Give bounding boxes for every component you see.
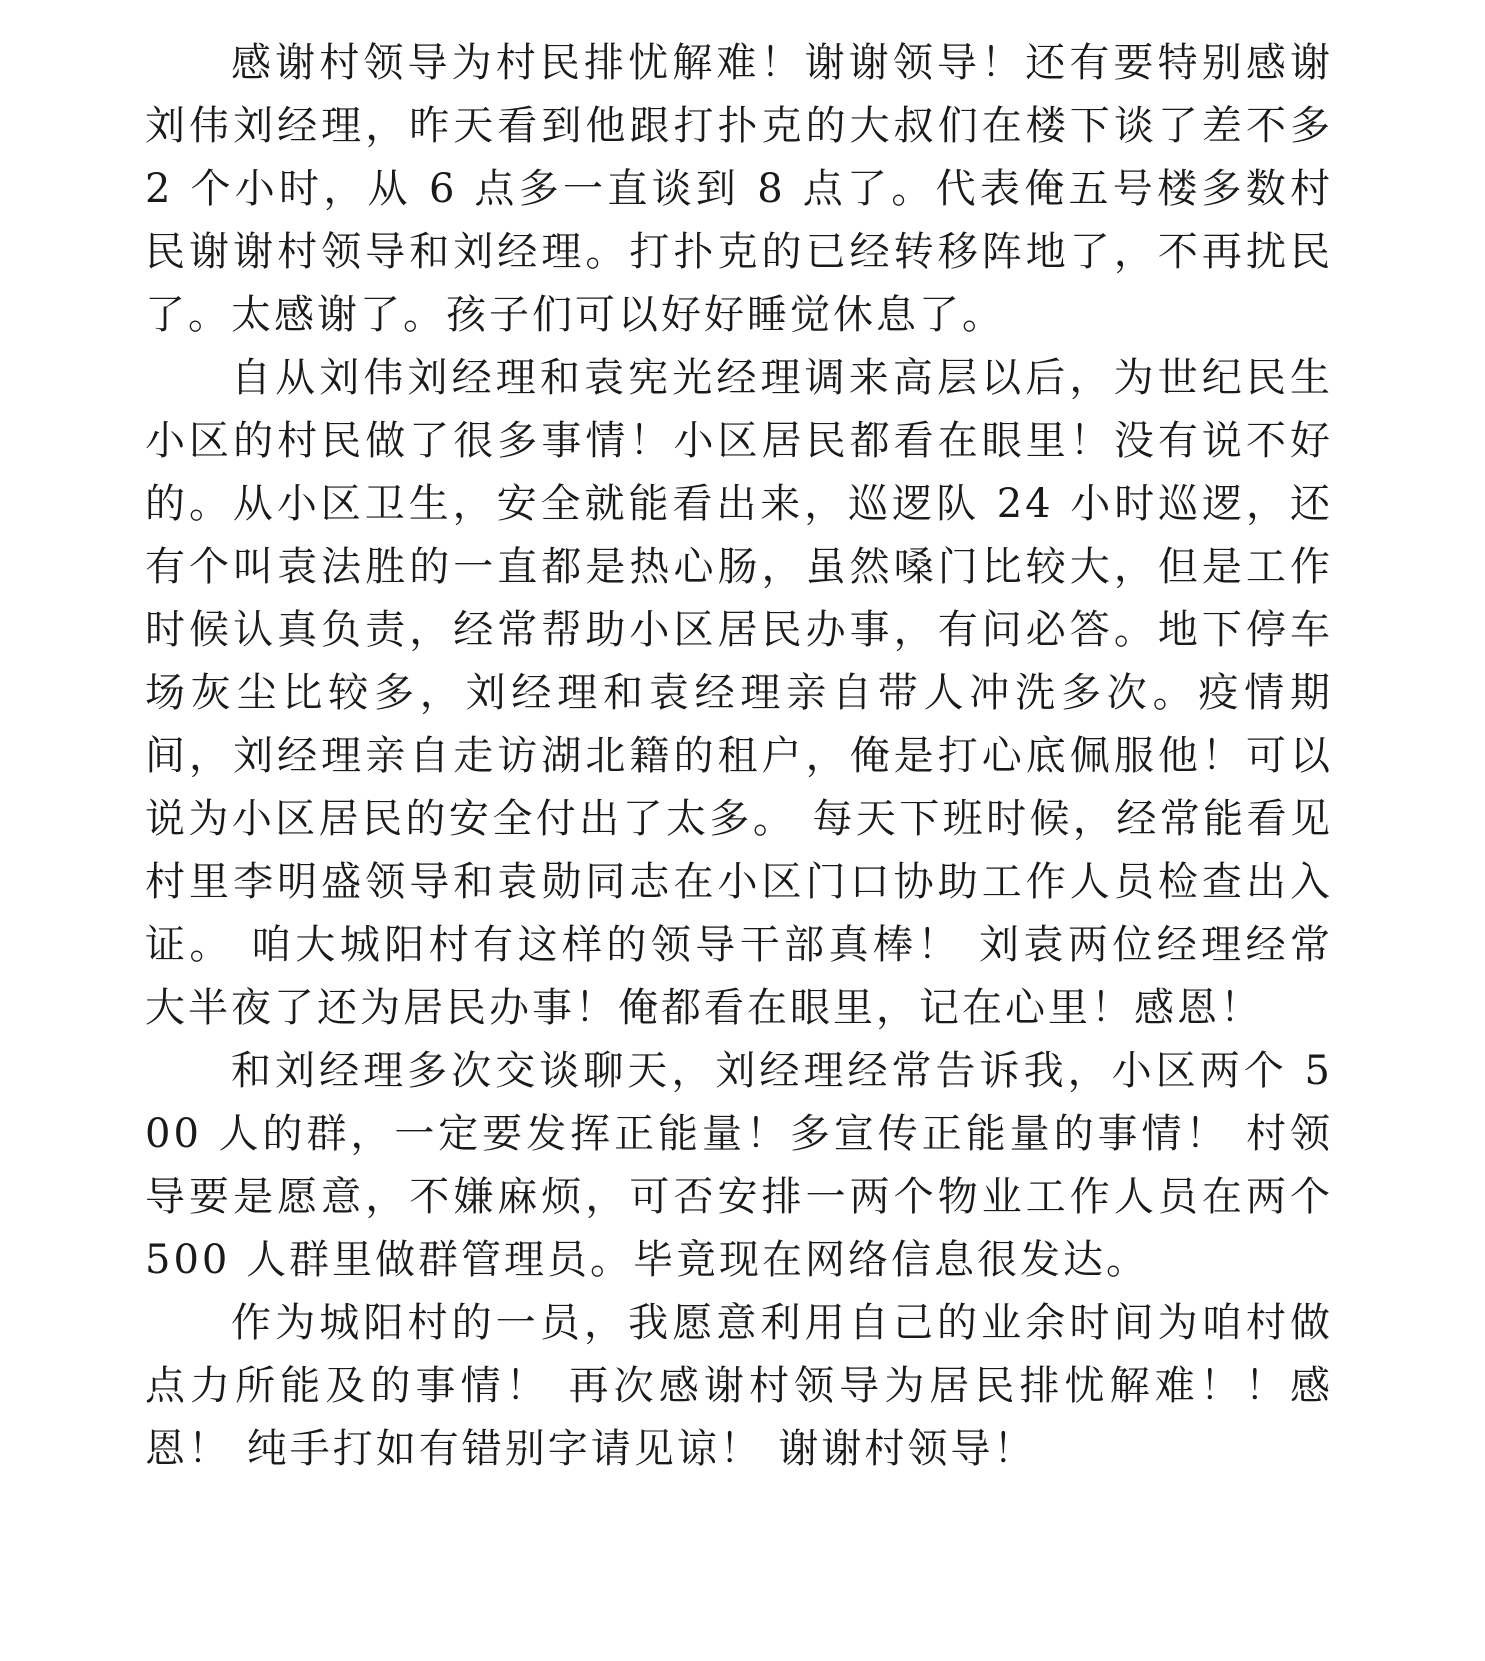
letter-body	[145, 32, 1333, 1481]
paragraph-thanks-poker: 感谢村领导为村民排忧解难！谢谢领导！还有要特别感谢刘伟刘经理，昨天看到他跟打扑克的大叔们在楼下谈了差不多 2 个小时，从 6 点多一直谈到 8 点了。代表俺五号楼多数村民谢谢村领导和刘经理。打扑克的已经转移阵地了，不再扰民了。太感谢了。孩子们可以好好睡觉休息了。	[145, 40, 1333, 338]
paragraph-closing: 作为城阳村的一员，我愿意利用自己的业余时间为咱村做点力所能及的事情！ 再次感谢村领导为居民排忧解难！！感恩！ 纯手打如有错别字请见谅！ 谢谢村领导！	[145, 1300, 1333, 1472]
paragraph-group-suggestion: 和刘经理多次交谈聊天，刘经理经常告诉我，小区两个 500 人的群，一定要发挥正能量！多宣传正能量的事情！ 村领导要是愿意，不嫌麻烦，可否安排一两个物业工作人员在两个 500 人群里做群管理员。毕竟现在网络信息很发达。	[145, 1048, 1333, 1283]
paragraph-managers-work: 自从刘伟刘经理和袁宪光经理调来高层以后，为世纪民生小区的村民做了很多事情！小区居民都看在眼里！没有说不好的。从小区卫生，安全就能看出来，巡逻队 24 小时巡逻，还有个叫袁法胜的一直都是热心肠，虽然嗓门比较大，但是工作时候认真负责，经常帮助小区居民办事，有问必答。地下停车场灰尘比较多，刘经理和袁经理亲自带人冲洗多次。疫情期间，刘经理亲自走访湖北籍的租户，俺是打心底佩服他！可以说为小区居民的安全付出了太多。 每天下班时候，经常能看见村里李明盛领导和袁勋同志在小区门口协助工作人员检查出入证。 咱大城阳村有这样的领导干部真棒！ 刘袁两位经理经常大半夜了还为居民办事！俺都看在眼里，记在心里！感恩！	[145, 355, 1333, 1031]
